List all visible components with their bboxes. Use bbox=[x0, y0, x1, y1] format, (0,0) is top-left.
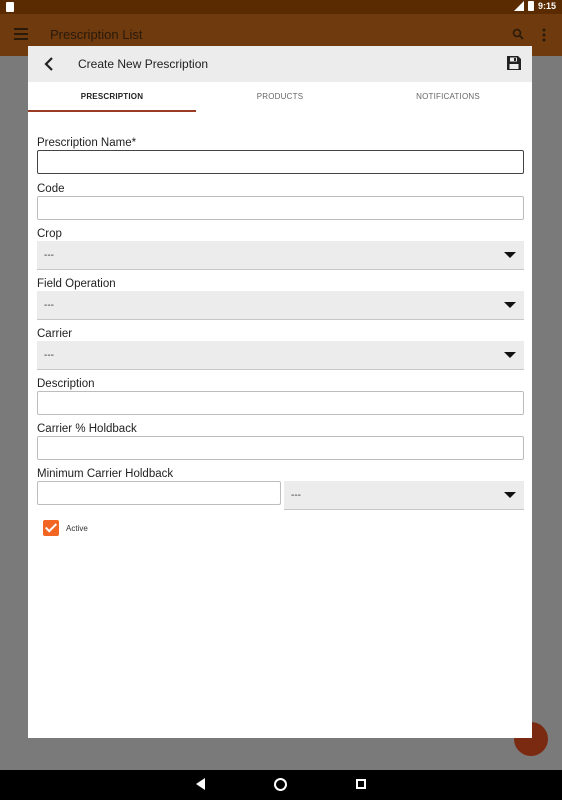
dropdown-arrow-icon bbox=[504, 302, 516, 308]
prescription-name-label: Prescription Name* bbox=[37, 137, 137, 149]
carrier-label: Carrier bbox=[37, 328, 73, 340]
carrier-select[interactable] bbox=[37, 341, 524, 370]
sim-card-icon bbox=[6, 2, 14, 12]
field-operation-select[interactable] bbox=[37, 291, 524, 320]
nav-back-icon[interactable] bbox=[196, 778, 205, 790]
prescription-name-input[interactable] bbox=[37, 150, 524, 174]
carrier-holdback-input[interactable] bbox=[37, 436, 524, 460]
min-carrier-holdback-unit-value: --- bbox=[291, 490, 301, 501]
dropdown-arrow-icon bbox=[504, 252, 516, 258]
carrier-holdback-label: Carrier % Holdback bbox=[37, 423, 137, 435]
description-label: Description bbox=[37, 378, 95, 390]
dropdown-arrow-icon bbox=[504, 492, 516, 498]
min-carrier-holdback-row bbox=[37, 481, 525, 510]
status-time: 9:15 bbox=[537, 1, 556, 11]
app-bar-title: Prescription List bbox=[50, 27, 143, 42]
create-prescription-dialog bbox=[28, 46, 532, 738]
min-carrier-holdback-input[interactable] bbox=[37, 481, 281, 505]
save-floppy-icon[interactable] bbox=[506, 55, 522, 71]
crop-select-value: --- bbox=[44, 250, 54, 261]
tab-prescription[interactable]: PRESCRIPTION bbox=[28, 82, 196, 112]
search-icon[interactable] bbox=[512, 28, 524, 40]
dropdown-arrow-icon bbox=[504, 352, 516, 358]
more-vert-icon[interactable] bbox=[542, 28, 546, 42]
code-label: Code bbox=[37, 183, 65, 195]
min-carrier-holdback-label: Minimum Carrier Holdback bbox=[37, 468, 174, 480]
tab-products[interactable]: PRODUCTS bbox=[256, 92, 304, 101]
field-operation-label: Field Operation bbox=[37, 278, 116, 290]
active-checkbox-row bbox=[37, 520, 525, 536]
dialog-header bbox=[28, 46, 532, 82]
battery-icon bbox=[528, 1, 534, 11]
min-carrier-holdback-unit-select[interactable] bbox=[284, 481, 524, 510]
dialog-title: Create New Prescription bbox=[78, 57, 209, 71]
menu-icon[interactable] bbox=[14, 28, 28, 40]
tab-notifications[interactable]: NOTIFICATIONS bbox=[416, 92, 480, 101]
system-nav-bar bbox=[0, 770, 562, 800]
nav-recents-icon[interactable] bbox=[356, 779, 366, 789]
code-input[interactable] bbox=[37, 196, 524, 220]
description-input[interactable] bbox=[37, 391, 524, 415]
back-arrow-icon[interactable] bbox=[42, 56, 58, 72]
signal-icon bbox=[514, 1, 524, 11]
status-bar bbox=[0, 0, 562, 14]
crop-select[interactable] bbox=[37, 241, 524, 270]
tab-bar bbox=[28, 82, 532, 112]
active-checkbox[interactable] bbox=[43, 520, 59, 536]
prescription-form bbox=[37, 136, 525, 536]
carrier-select-value: --- bbox=[44, 350, 54, 361]
nav-home-icon[interactable] bbox=[274, 778, 287, 791]
crop-label: Crop bbox=[37, 228, 62, 240]
status-icons bbox=[514, 1, 556, 11]
active-checkbox-label: Active bbox=[66, 523, 88, 533]
field-operation-select-value: --- bbox=[44, 300, 54, 311]
